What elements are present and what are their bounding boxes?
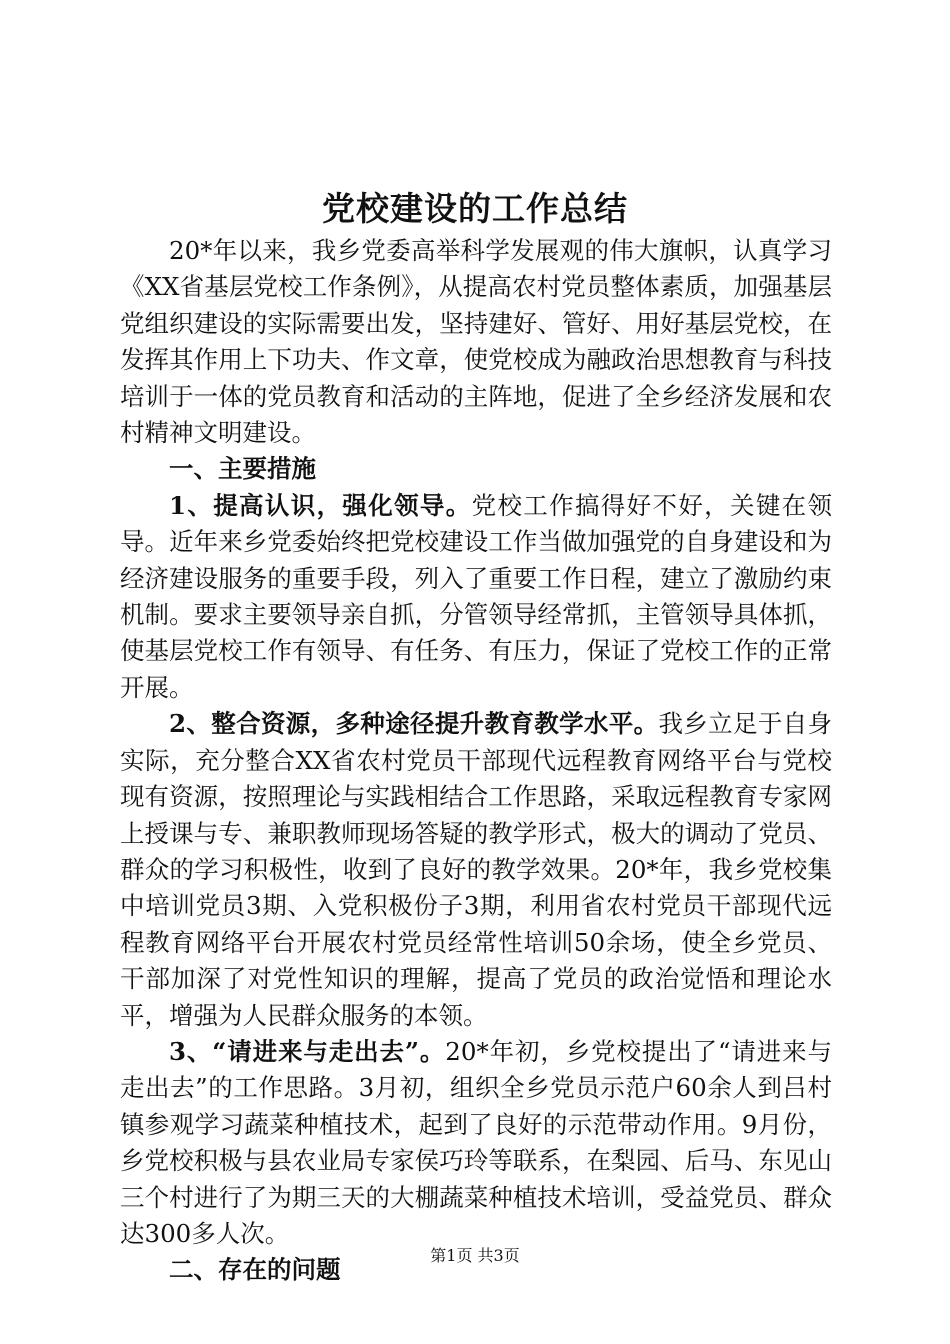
measure-item-1 [120,488,832,706]
measure-item-3-text: 20*年初，乡党校提出了“请进来与走出去”的工作思路。3月初，组织全乡党员示范户60余人到吕村镇参观学习蔬菜种植技术，起到了良好的示范带动作用。9月份，乡党校积极与县农业局专家侯巧玲等联系，在梨园、后马、东见山三个村进行了为期三天的大棚蔬菜种植技术培训，受益党员、群众达300多人次。 [120,1036,832,1248]
measure-item-3-lead: 3、“请进来与走出去”。 [169,1036,446,1066]
measure-item-1-text: 党校工作搞得好不好，关键在领导。近年来乡党委始终把党校建设工作当做加强党的自身建设和为经济建设服务的重要手段，列入了重要工作日程，建立了激励约束机制。要求主要领导亲自抓，分管领导经常抓，主管领导具体抓，使基层党校工作有领导、有任务、有压力，保证了党校工作的正常开展。 [120,490,833,702]
section-heading-problems: 二、存在的问题 [169,1255,341,1285]
intro-paragraph: 20*年以来，我乡党委高举科学发展观的伟大旗帜，认真学习《XX省基层党校工作条例》，从提高农村党员整体素质，加强基层党组织建设的实际需要出发，坚持建好、管好、用好基层党校，在发挥其作用上下功夫、作文章，使党校成为融政治思想教育与科技培训于一体的党员教育和活动的主阵地，促进了全乡经济发展和农村精神文明建设。 [120,236,832,448]
measure-item-3 [120,1034,832,1252]
page-number-footer: 第1页 共3页 [430,1246,520,1265]
measure-item-2-lead: 2、整合资源，多种途径提升教育教学水平。 [169,709,659,739]
section-heading-measures: 一、主要措施 [169,454,316,484]
measure-item-2-text: 我乡立足于自身实际，充分整合XX省农村党员干部现代远程教育网络平台与党校现有资源，按照理论与实践相结合工作思路，采取远程教育专家网上授课与专、兼职教师现场答疑的教学形式，极大的调动了党员、群众的学习积极性，收到了良好的教学效果。20*年，我乡党校集中培训党员3期、入党积极份子3期，利用省农村党员干部现代远程教育网络平台开展农村党员经常性培训50余场，使全乡党员、干部加深了对党性知识的理解，提高了党员的政治觉悟和理论水平，增强为人民群众服务的本领。 [120,709,833,1030]
measure-item-1-lead: 1、提高认识，强化领导。 [169,490,472,520]
measure-item-2 [120,706,832,1034]
document-body [120,233,832,1289]
document-title: 党校建设的工作总结 [322,189,628,228]
